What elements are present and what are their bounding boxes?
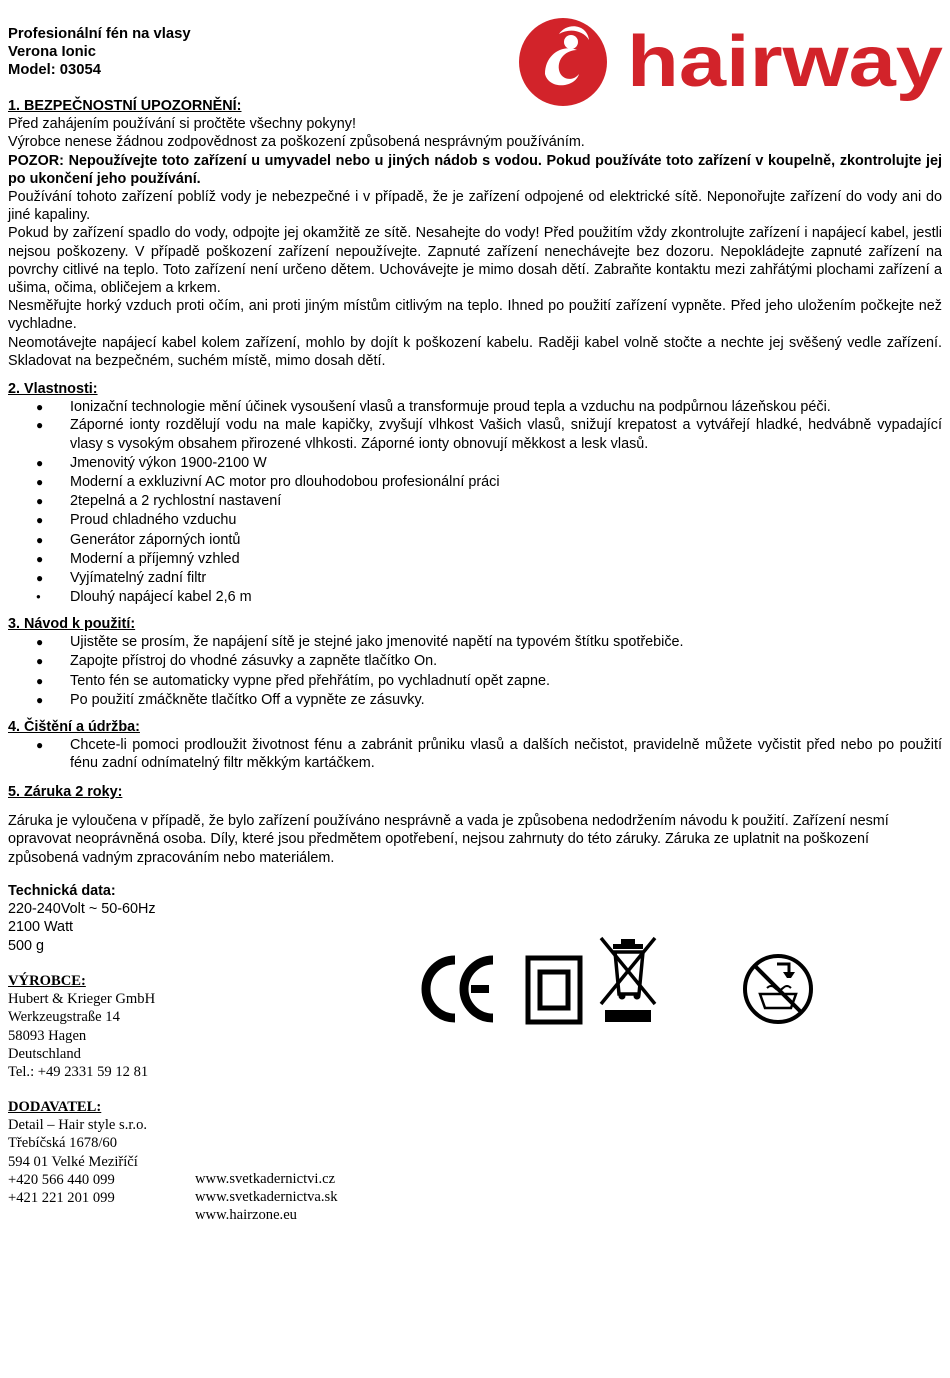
website-link[interactable]: www.hairzone.eu — [195, 1207, 297, 1224]
double-insulation-icon — [528, 958, 580, 1022]
list-item: ● Chcete-li pomoci prodloužit životnost fénu a zabránit průniku vlasů a dalších nečistot, pravidelně můžete vyčistit před nebo po použití fénu zadní odnímatelný filtr měkkým kartáčkem. — [36, 737, 942, 772]
section-warranty — [8, 783, 942, 867]
technical-data — [8, 882, 156, 955]
certification-symbols — [415, 930, 815, 1030]
section-features-title: 2. Vlastnosti: — [8, 381, 98, 397]
section-usage — [8, 615, 942, 709]
manufacturer-line: 58093 Hagen — [8, 1027, 87, 1044]
list-item: ● Generátor záporných iontů — [36, 531, 241, 548]
distributor-line: Detail – Hair style s.r.o. — [8, 1117, 148, 1134]
distributor-title: DODAVATEL: — [8, 1099, 102, 1115]
tech-power: 2100 Watt — [8, 919, 74, 936]
list-item: ● Ionizační technologie mění účinek vysoušení vlasů a transformuje proud tepla a vzduchu na podpůrnou lázeňskou péči. — [36, 399, 831, 416]
manufacturer-line: Werkzeugstraße 14 — [8, 1009, 120, 1026]
warning-text: : Nepoužívejte toto zařízení u umyvadel nebo u jiných nádob s vodou. Pokud používáte toto zařízení v koupelně, zkontrolujte jej po ukončení jeho používání. — [8, 152, 942, 187]
safety-warning — [8, 152, 942, 188]
cleaning-list — [8, 736, 942, 772]
manufacturer-line: Tel.: +49 2331 59 12 81 — [8, 1064, 149, 1081]
distributor-line: +420 566 440 099 — [8, 1171, 115, 1188]
bullet-icon: ● — [36, 571, 44, 586]
manufacturer-title: VÝROBCE: — [8, 973, 86, 989]
safety-paragraph: Používání tohoto zařízení poblíž vody je nebezpečné i v případě, že je zařízení odpojené od elektrické sítě. Neponořujte zařízení do vody ani do jiné kapaliny. — [8, 189, 942, 224]
manufacturer-line: Hubert & Krieger GmbH — [8, 991, 156, 1008]
list-item: ● Záporné ionty rozdělují vodu na male kapičky, zvyšují vlhkost Vašich vlasů, snižují krepatost a vytvářejí hladké, hedvábně vypadající vlasy s vysokým obsahem přirozené vlhkosti. Záporné ionty obnovují měkkost a lesk vlasů. — [36, 417, 942, 452]
section-features — [8, 380, 942, 606]
no-bath-use-icon — [745, 956, 811, 1022]
product-header — [8, 25, 191, 80]
section-cleaning-title: 4. Čištění a údržba: — [8, 719, 140, 735]
list-item: ● Dlouhý napájecí kabel 2,6 m — [36, 589, 252, 606]
tech-voltage: 220-240Volt ~ 50-60Hz — [8, 901, 156, 918]
hairway-swirl-logo-icon — [519, 18, 607, 106]
bullet-icon: ● — [36, 532, 44, 547]
tech-weight: 500 g — [8, 937, 45, 954]
bullet-icon: ● — [36, 592, 41, 602]
warning-lead: POZOR — [8, 152, 60, 169]
section-cleaning — [8, 718, 942, 773]
distributor-line: +421 221 201 099 — [8, 1190, 115, 1207]
list-item: ● Zapojte přístroj do vhodné zásuvky a zapněte tlačítko On. — [36, 653, 438, 670]
bullet-icon: ● — [36, 692, 44, 707]
list-item: ● Proud chladného vzduchu — [36, 512, 237, 529]
product-model: Model: 03054 — [8, 62, 101, 79]
safety-paragraph: Před zahájením používání si pročtěte všechny pokyny! — [8, 116, 356, 133]
list-item: ● Moderní a příjemný vzhled — [36, 550, 240, 567]
list-item: ● 2tepelná a 2 rychlostní nastavení — [36, 493, 282, 510]
section-usage-title: 3. Návod k použití: — [8, 616, 136, 632]
bullet-icon: ● — [36, 551, 44, 566]
technical-data-title: Technická data: — [8, 883, 116, 899]
bullet-icon: ● — [36, 400, 44, 415]
warranty-paragraph: Záruka je vyloučena v případě, že bylo zařízení používáno nesprávně a vada je způsobena nedodržením návodu k použití. Zařízení nesmí opravovat neoprávněná osoba. Díly, které jsou předmětem opotřebení, nejsou zahrnuty do této záruky. Záruka ze uplatnit na poškození způsobená vadným zpracováním nebo materiálem. — [8, 813, 889, 866]
websites-block — [195, 1170, 338, 1225]
section-safety-title: 1. BEZPEČNOSTNÍ UPOZORNĚNÍ: — [8, 98, 242, 114]
manufacturer-line: Deutschland — [8, 1045, 81, 1062]
list-item: ● Moderní a exkluzivní AC motor pro dlouhodobou profesionální práci — [36, 474, 500, 491]
list-item: ● Ujistěte se prosím, že napájení sítě je stejné jako jmenovité napětí na typovém štítku spotřebiče. — [36, 634, 684, 651]
weee-crossed-bin-icon — [601, 938, 655, 1022]
safety-paragraph: Nesměřujte horký vzduch proti očím, ani proti jiným místům citlivým na teplo. Ihned po použití zařízení vypněte. Před jeho uložením počkejte než vychladne. — [8, 298, 942, 333]
safety-paragraph: Výrobce nenese žádnou zodpovědnost za poškození způsobená nesprávným používáním. — [8, 134, 585, 151]
distributor-block — [8, 1098, 147, 1207]
section-safety — [8, 97, 942, 370]
list-item: ● Vyjímatelný zadní filtr — [36, 570, 207, 587]
bullet-icon: ● — [36, 738, 44, 753]
features-list — [8, 398, 942, 606]
website-link[interactable]: www.svetkadernictva.sk — [195, 1189, 338, 1206]
bullet-icon: ● — [36, 455, 44, 470]
bullet-icon: ● — [36, 673, 44, 688]
distributor-line: Třebíčská 1678/60 — [8, 1135, 118, 1152]
product-name: Verona Ionic — [8, 44, 96, 61]
bullet-icon: ● — [36, 654, 44, 669]
safety-paragraph: Pokud by zařízení spadlo do vody, odpojte jej okamžitě ze sítě. Nesahejte do vody! Před použitím vždy zkontrolujte zařízení i napájecí kabel, jestli nejsou poškozeny. V případě poškození zařízení nepoužívejte. Zapnuté zařízení nenechávejte bez dozoru. Nepokládejte zapnuté zařízení na povrchy citlivé na teplo. Toto zařízení není určeno dětem. Uchovávejte je mimo dosah dětí. Zabraňte kontaktu mezi zahřátými plochami zařízení a ušima, očima, obličejem a krkem. — [8, 225, 942, 297]
bullet-icon: ● — [36, 513, 44, 528]
usage-list — [8, 633, 942, 709]
product-title: Profesionální fén na vlasy — [8, 26, 191, 42]
bullet-icon: ● — [36, 494, 44, 509]
bullet-icon: ● — [36, 475, 44, 490]
bullet-icon: ● — [36, 418, 44, 433]
safety-paragraph: Neomotávejte napájecí kabel kolem zařízení, mohlo by dojít k poškození kabelu. Raději kabel volně stočte a nechte jej svěšený vedle zařízení. Skladovat na bezpečném, suchém místě, mimo dosah dětí. — [8, 334, 942, 369]
distributor-line: 594 01 Velké Meziříčí — [8, 1153, 138, 1170]
website-link[interactable]: www.svetkadernictvi.cz — [195, 1171, 336, 1187]
list-item: ● Jmenovitý výkon 1900-2100 W — [36, 454, 267, 471]
logo-wordmark: hairway — [627, 22, 943, 102]
section-warranty-title: 5. Záruka 2 roky: — [8, 784, 123, 800]
list-item: ● Po použití zmáčkněte tlačítko Off a vypněte ze zásuvky. — [36, 691, 425, 708]
ce-mark-icon — [426, 960, 493, 1018]
list-item: ● Tento fén se automaticky vypne před přehřátím, po vychladnutí opět zapne. — [36, 672, 550, 689]
manufacturer-block — [8, 972, 155, 1081]
bullet-icon: ● — [36, 635, 44, 650]
